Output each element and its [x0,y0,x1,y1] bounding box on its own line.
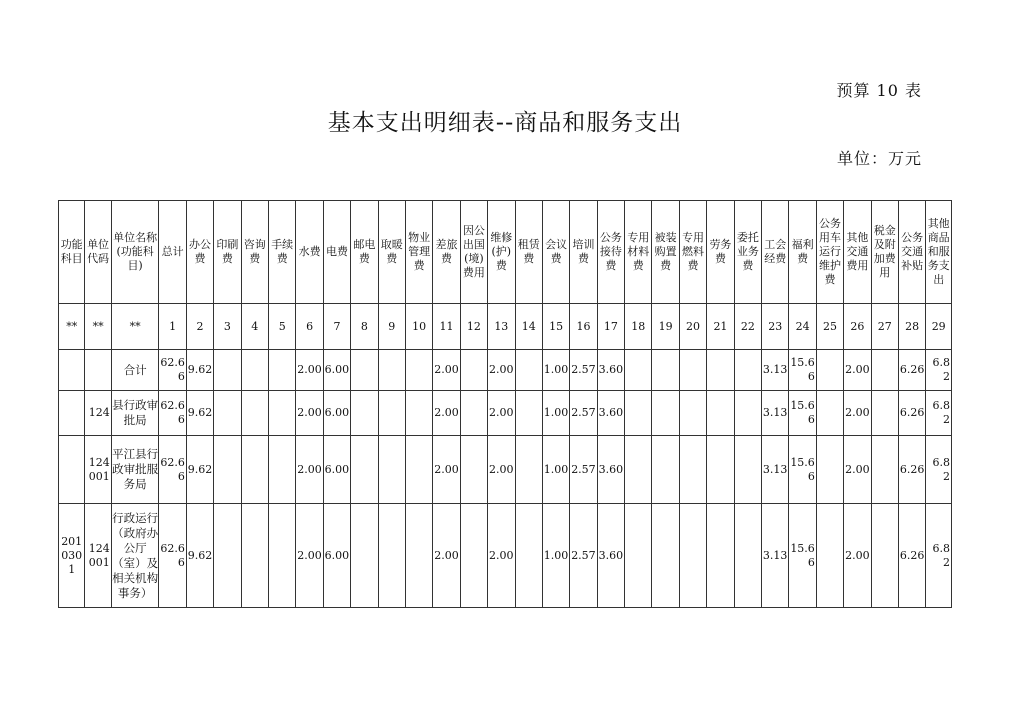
table-cell: 2.00 [296,350,323,391]
table-cell: 9.62 [186,436,213,504]
table-cell: 62.66 [159,504,186,608]
table-cell [405,436,432,504]
table-row [59,391,952,436]
column-header: 办公费 [186,201,213,304]
table-cell [679,504,706,608]
table-cell [652,436,679,504]
table-cell: 2.00 [296,391,323,436]
table-cell [378,391,405,436]
column-header: 单位名称(功能科目) [111,201,159,304]
column-header: 物业管理费 [405,201,432,304]
table-cell [214,504,241,608]
table-cell: 6.26 [898,391,925,436]
page-title: 基本支出明细表--商品和服务支出 [327,110,683,136]
column-header: 税金及附加费用 [871,201,898,304]
table-cell [652,391,679,436]
table-cell: 6.00 [323,504,350,608]
column-index: 3 [214,304,241,350]
column-index: 29 [926,304,952,350]
column-index: 17 [597,304,624,350]
table-cell: 15.66 [789,350,816,391]
table-cell [85,350,111,391]
table-cell: 1.00 [542,391,569,436]
column-index: 23 [762,304,789,350]
column-header: 其他交通费用 [844,201,871,304]
table-cell: 2.00 [844,350,871,391]
table-cell [378,436,405,504]
table-cell: 3.60 [597,350,624,391]
table-cell [59,436,85,504]
column-index: 7 [323,304,350,350]
table-cell [460,436,487,504]
table-cell [816,504,843,608]
table-cell [269,350,296,391]
column-header: 单位代码 [85,201,111,304]
column-header: 差旅费 [433,201,460,304]
table-cell: 2.00 [296,504,323,608]
column-index: 10 [405,304,432,350]
table-cell: 1.00 [542,504,569,608]
column-index: 24 [789,304,816,350]
column-header: 租赁费 [515,201,542,304]
table-cell [241,350,268,391]
column-header: 维修(护)费 [488,201,515,304]
table-cell: 6.00 [323,350,350,391]
table-cell [652,350,679,391]
column-header: 专用燃料费 [679,201,706,304]
column-header: 专用材料费 [625,201,652,304]
table-cell [871,350,898,391]
column-index: 12 [460,304,487,350]
table-cell [269,436,296,504]
table-cell: 2.57 [570,436,597,504]
column-index: 13 [488,304,515,350]
table-cell [460,504,487,608]
table-cell [515,391,542,436]
column-header: 公务用车运行维护费 [816,201,843,304]
column-header: 其他商品和服务支出 [926,201,952,304]
column-header: 劳务费 [707,201,734,304]
column-header: 总计 [159,201,186,304]
table-code: 预算 10 表 [836,81,922,100]
table-cell [734,350,761,391]
table-cell [269,504,296,608]
table-row [59,350,952,391]
table-cell [816,391,843,436]
column-header: 福利费 [789,201,816,304]
header-row [59,201,952,304]
column-header: 印刷费 [214,201,241,304]
table-cell: 2.00 [296,436,323,504]
table-cell: 3.13 [762,350,789,391]
unit-name-cell: 合计 [111,350,159,391]
table-cell [707,350,734,391]
table-cell: 2.00 [488,436,515,504]
column-index: 18 [625,304,652,350]
table-cell: 2.00 [433,350,460,391]
column-index: 14 [515,304,542,350]
table-cell [734,504,761,608]
table-cell [625,436,652,504]
table-cell: 124001 [85,436,111,504]
table-cell [241,391,268,436]
column-index: ** [59,304,85,350]
table-cell: 2.00 [844,436,871,504]
unit-name-cell: 县行政审批局 [111,391,159,436]
column-index: 28 [898,304,925,350]
table-cell: 3.60 [597,436,624,504]
table-cell [405,391,432,436]
table-cell [625,504,652,608]
column-index: 15 [542,304,569,350]
table-cell: 2.00 [844,391,871,436]
table-cell [816,436,843,504]
table-cell: 2.00 [488,391,515,436]
index-row [59,304,952,350]
column-index: ** [111,304,159,350]
column-index: 22 [734,304,761,350]
table-cell [269,391,296,436]
column-index: 20 [679,304,706,350]
expense-table [58,200,952,608]
table-cell [351,391,378,436]
table-cell: 6.82 [926,391,952,436]
table-cell [625,391,652,436]
table-cell: 2.00 [433,391,460,436]
table-cell: 2.00 [433,436,460,504]
table-cell [59,350,85,391]
column-index: ** [85,304,111,350]
table-cell [816,350,843,391]
table-cell: 6.00 [323,391,350,436]
table-cell: 6.26 [898,504,925,608]
table-cell: 2.00 [844,504,871,608]
table-cell: 62.66 [159,436,186,504]
table-cell: 2.00 [488,504,515,608]
table-cell [871,391,898,436]
table-cell: 1.00 [542,436,569,504]
column-index: 27 [871,304,898,350]
table-cell [707,504,734,608]
table-cell [515,350,542,391]
column-index: 2 [186,304,213,350]
column-index: 19 [652,304,679,350]
column-index: 11 [433,304,460,350]
table-cell: 3.13 [762,504,789,608]
column-header: 取暖费 [378,201,405,304]
table-cell [351,436,378,504]
column-header: 咨询费 [241,201,268,304]
table-cell [59,391,85,436]
column-index: 26 [844,304,871,350]
table-cell [405,350,432,391]
table-cell: 62.66 [159,391,186,436]
table-cell [871,436,898,504]
unit-label: 单位：万元 [836,149,922,168]
table-cell: 1.00 [542,350,569,391]
table-cell: 2.00 [433,504,460,608]
table-cell: 9.62 [186,350,213,391]
table-cell [707,436,734,504]
column-header: 电费 [323,201,350,304]
table-cell: 9.62 [186,391,213,436]
column-index: 16 [570,304,597,350]
column-header: 公务接待费 [597,201,624,304]
table-cell [625,350,652,391]
table-cell [378,350,405,391]
column-header: 工会经费 [762,201,789,304]
table-cell: 2.00 [488,350,515,391]
table-cell [351,350,378,391]
table-cell: 3.13 [762,436,789,504]
table-cell: 6.26 [898,350,925,391]
column-header: 培训费 [570,201,597,304]
table-cell: 3.60 [597,391,624,436]
table-cell [707,391,734,436]
table-cell: 6.82 [926,504,952,608]
table-cell: 15.66 [789,504,816,608]
table-cell [734,436,761,504]
column-index: 21 [707,304,734,350]
table-cell [679,350,706,391]
table-cell [652,504,679,608]
table-cell [460,350,487,391]
column-header: 功能科目 [59,201,85,304]
table-cell [241,436,268,504]
table-cell [241,504,268,608]
table-cell [214,436,241,504]
column-header: 被装购置费 [652,201,679,304]
table-cell [405,504,432,608]
column-header: 公务交通补贴 [898,201,925,304]
table-cell [351,504,378,608]
table-cell: 6.82 [926,350,952,391]
table-cell [734,391,761,436]
table-cell [871,504,898,608]
column-index: 9 [378,304,405,350]
table-cell [679,436,706,504]
table-row [59,504,952,608]
table-cell: 62.66 [159,350,186,391]
table-cell [515,436,542,504]
column-index: 5 [269,304,296,350]
table-cell: 2.57 [570,504,597,608]
table-cell: 6.26 [898,436,925,504]
table-cell: 2.57 [570,391,597,436]
table-cell: 9.62 [186,504,213,608]
column-header: 委托业务费 [734,201,761,304]
column-index: 8 [351,304,378,350]
table-cell: 6.00 [323,436,350,504]
column-index: 6 [296,304,323,350]
table-cell: 3.13 [762,391,789,436]
table-cell: 3.60 [597,504,624,608]
column-index: 4 [241,304,268,350]
column-index: 25 [816,304,843,350]
table-cell: 124001 [85,504,111,608]
column-header: 手续费 [269,201,296,304]
table-cell [214,350,241,391]
column-header: 邮电费 [351,201,378,304]
table-cell [515,504,542,608]
table-cell [214,391,241,436]
table-cell [460,391,487,436]
column-header: 因公出国(境)费用 [460,201,487,304]
unit-name-cell: 平江县行政审批服务局 [111,436,159,504]
table-cell: 15.66 [789,436,816,504]
column-index: 1 [159,304,186,350]
table-cell [378,504,405,608]
column-header: 会议费 [542,201,569,304]
table-cell: 6.82 [926,436,952,504]
table-cell: 124 [85,391,111,436]
table-cell: 2.57 [570,350,597,391]
column-header: 水费 [296,201,323,304]
table-cell [679,391,706,436]
table-cell: 15.66 [789,391,816,436]
unit-name-cell: 行政运行（政府办公厅（室）及相关机构事务） [111,504,159,608]
table-row [59,436,952,504]
table-cell: 2010301 [59,504,85,608]
